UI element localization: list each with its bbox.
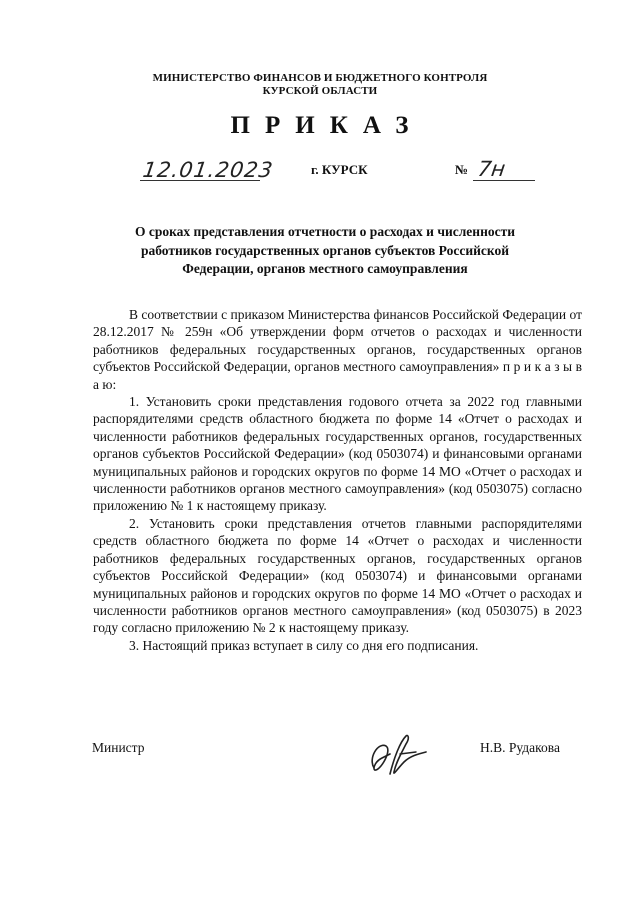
- document-title: ПРИКАЗ: [230, 112, 424, 139]
- signatory-title: Министр: [92, 740, 145, 755]
- body-item-2: 2. Установить сроки представления отчетов главными распорядителями средств областного бюджета по форме 14 «Отчет о расходах и численности работников федеральных государственных органов, государственных органов субъектов Российской Федерации» (код 0503074) и финансовыми органами муниципальных районов и городских округов по форме 14 МО «Отчет о расходах и численности работников органов местного самоуправления» (код 0503075) в 2023 году согласно приложению № 2 к настоящему приказу.: [93, 515, 582, 636]
- order-subject: [110, 223, 540, 279]
- subject-line: работников государственных органов субъектов Российской: [140, 242, 510, 258]
- order-date: 12.01.2023: [141, 158, 275, 182]
- body-item-1: 1. Установить сроки представления годового отчета за 2022 год главными распорядителями средств областного бюджета по форме 14 «Отчет о расходах и численности работников федеральных государственных органов, государственных органов субъектов Российской Федерации» (код 0503074) и финансовыми органами муниципальных районов и городских округов по форме 14 МО «Отчет о расходах и численности работников органов местного самоуправления» (код 0503075) согласно приложению № 1 к настоящему приказу.: [93, 394, 582, 514]
- subject-line: Федерации, органов местного самоуправления: [182, 261, 468, 276]
- order-body: [93, 306, 582, 654]
- number-underline: [473, 180, 535, 181]
- order-meta: [0, 158, 640, 188]
- order-number: 7н: [476, 157, 507, 181]
- handwritten-signature: [360, 728, 440, 782]
- ministry-header: [0, 72, 640, 98]
- order-number-label: №: [455, 162, 469, 177]
- body-item-3: 3. Настоящий приказ вступает в силу со дня его подписания.: [129, 637, 479, 653]
- subject-line: О сроках представления отчетности о расходах и численности: [134, 224, 515, 239]
- signatory-name: Н.В. Рудакова: [480, 740, 560, 755]
- signature-block: [0, 734, 640, 784]
- date-underline: [140, 180, 260, 181]
- body-intro: В соответствии с приказом Министерства финансов Российской Федерации от 28.12.2017 № 259н «Об утверждении форм отчетов о расходах и численности работников федеральных государственных органов, государственных органов субъектов Российской Федерации, органов местного самоуправления» п р и к а з ы в а ю:: [93, 307, 582, 392]
- ministry-name: МИНИСТЕРСТВО ФИНАНСОВ И БЮДЖЕТНОГО КОНТРОЛЯ: [152, 72, 488, 84]
- region-name: КУРСКОЙ ОБЛАСТИ: [262, 85, 378, 97]
- order-city: г. КУРСК: [311, 162, 368, 177]
